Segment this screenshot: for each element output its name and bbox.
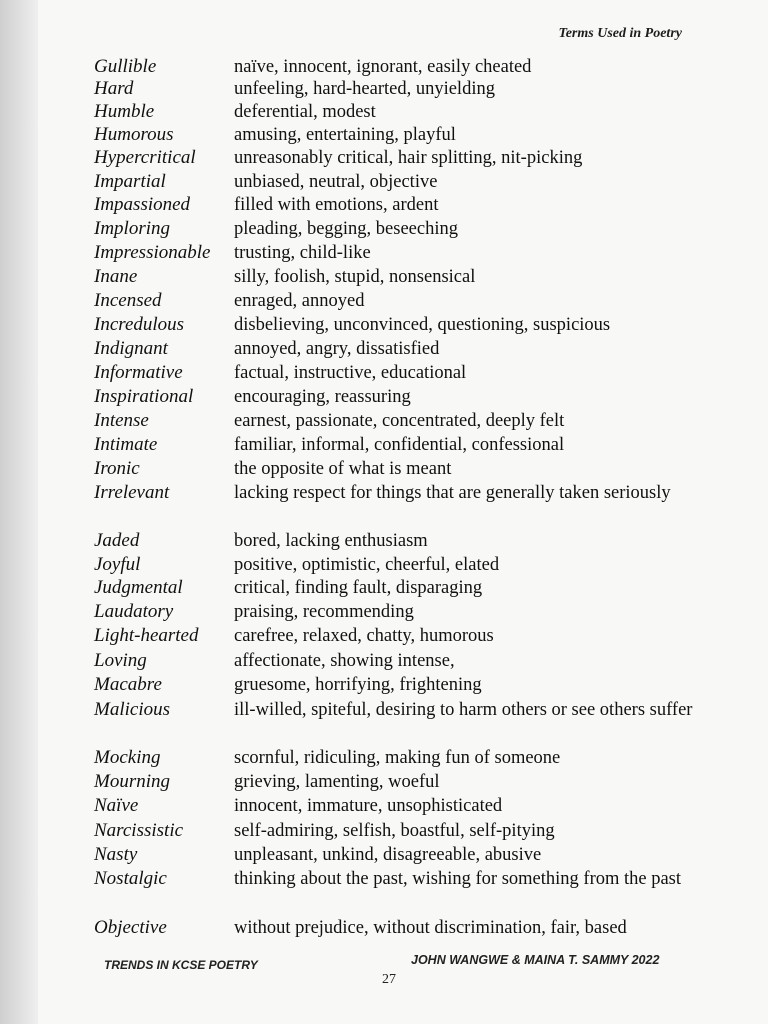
entry-term: Indignant	[94, 338, 168, 359]
entry-term: Humorous	[94, 124, 174, 145]
entry-definition: disbelieving, unconvinced, questioning, suspicious	[234, 315, 611, 335]
running-header: Terms Used in Poetry	[558, 26, 682, 41]
entry-term: Intimate	[94, 434, 158, 455]
entry-term: Imploring	[94, 218, 170, 239]
entry-term: Incensed	[94, 290, 162, 311]
entry-definition: enraged, annoyed	[234, 291, 365, 311]
entry-term: Laudatory	[94, 601, 174, 622]
entry-term: Hard	[94, 78, 134, 99]
entry-term: Macabre	[94, 674, 162, 695]
entry-term: Humble	[94, 101, 155, 122]
entry-term: Hypercritical	[94, 147, 196, 168]
entry-definition: without prejudice, without discrimination, fair, based	[234, 918, 627, 938]
entry-definition: grieving, lamenting, woeful	[234, 772, 440, 792]
entry-term: Light-hearted	[94, 625, 199, 646]
footer-book-title: TRENDS IN KCSE POETRY	[104, 958, 258, 972]
entry-term: Mourning	[94, 771, 170, 792]
entry-definition: innocent, immature, unsophisticated	[234, 796, 503, 816]
entry-definition: ill-willed, spiteful, desiring to harm others or see others suffer	[234, 700, 693, 720]
entry-term: Impressionable	[94, 242, 211, 263]
entry-term: Gullible	[94, 56, 157, 77]
entry-definition: encouraging, reassuring	[234, 387, 411, 407]
entry-definition: unfeeling, hard-hearted, unyielding	[234, 79, 495, 99]
entry-definition: self-admiring, selfish, boastful, self-pitying	[234, 821, 555, 841]
entry-definition: trusting, child-like	[234, 243, 371, 263]
entry-term: Malicious	[94, 699, 170, 720]
entry-definition: unreasonably critical, hair splitting, nit-picking	[234, 148, 583, 168]
entry-definition: scornful, ridiculing, making fun of someone	[234, 748, 561, 768]
book-page	[38, 0, 768, 1024]
entry-term: Naïve	[94, 795, 139, 816]
entry-term: Intense	[94, 410, 149, 431]
entry-definition: carefree, relaxed, chatty, humorous	[234, 626, 494, 646]
entry-definition: familiar, informal, confidential, confessional	[234, 435, 565, 455]
entry-term: Inane	[94, 266, 138, 287]
entry-definition: factual, instructive, educational	[234, 363, 467, 383]
entry-definition: amusing, entertaining, playful	[234, 125, 456, 145]
entry-definition: filled with emotions, ardent	[234, 195, 439, 215]
terms-list	[38, 0, 768, 1024]
entry-definition: lacking respect for things that are generally taken seriously	[234, 483, 671, 503]
entry-term: Irrelevant	[94, 482, 170, 503]
entry-definition: pleading, begging, beseeching	[234, 219, 458, 239]
entry-definition: silly, foolish, stupid, nonsensical	[234, 267, 476, 287]
entry-term: Nostalgic	[94, 868, 167, 889]
entry-term: Jaded	[94, 530, 140, 551]
entry-definition: thinking about the past, wishing for something from the past	[234, 869, 682, 889]
entry-definition: annoyed, angry, dissatisfied	[234, 339, 440, 359]
entry-term: Mocking	[94, 747, 161, 768]
entry-term: Impartial	[94, 171, 166, 192]
entry-term: Objective	[94, 917, 167, 938]
entry-term: Incredulous	[94, 314, 185, 335]
entry-term: Nasty	[94, 844, 138, 865]
footer-authors: JOHN WANGWE & MAINA T. SAMMY 2022	[411, 953, 660, 967]
entry-term: Informative	[94, 362, 183, 383]
entry-definition: unbiased, neutral, objective	[234, 172, 438, 192]
entry-definition: affectionate, showing intense,	[234, 651, 455, 671]
page-number: 27	[382, 972, 396, 987]
entry-definition: deferential, modest	[234, 102, 376, 122]
entry-definition: gruesome, horrifying, frightening	[234, 675, 482, 695]
entry-definition: earnest, passionate, concentrated, deeply felt	[234, 411, 565, 431]
entry-term: Ironic	[94, 458, 140, 479]
entry-term: Joyful	[94, 554, 141, 575]
entry-definition: praising, recommending	[234, 602, 414, 622]
entry-term: Impassioned	[94, 194, 191, 215]
entry-term: Narcissistic	[94, 820, 184, 841]
entry-term: Inspirational	[94, 386, 194, 407]
book-binding-shadow	[0, 0, 38, 1024]
entry-definition: positive, optimistic, cheerful, elated	[234, 555, 500, 575]
entry-term: Judgmental	[94, 577, 183, 598]
entry-definition: unpleasant, unkind, disagreeable, abusive	[234, 845, 542, 865]
entry-definition: bored, lacking enthusiasm	[234, 531, 428, 551]
entry-definition: naïve, innocent, ignorant, easily cheated	[234, 57, 532, 77]
entry-term: Loving	[94, 650, 147, 671]
entry-definition: critical, finding fault, disparaging	[234, 578, 483, 598]
entry-definition: the opposite of what is meant	[234, 459, 452, 479]
